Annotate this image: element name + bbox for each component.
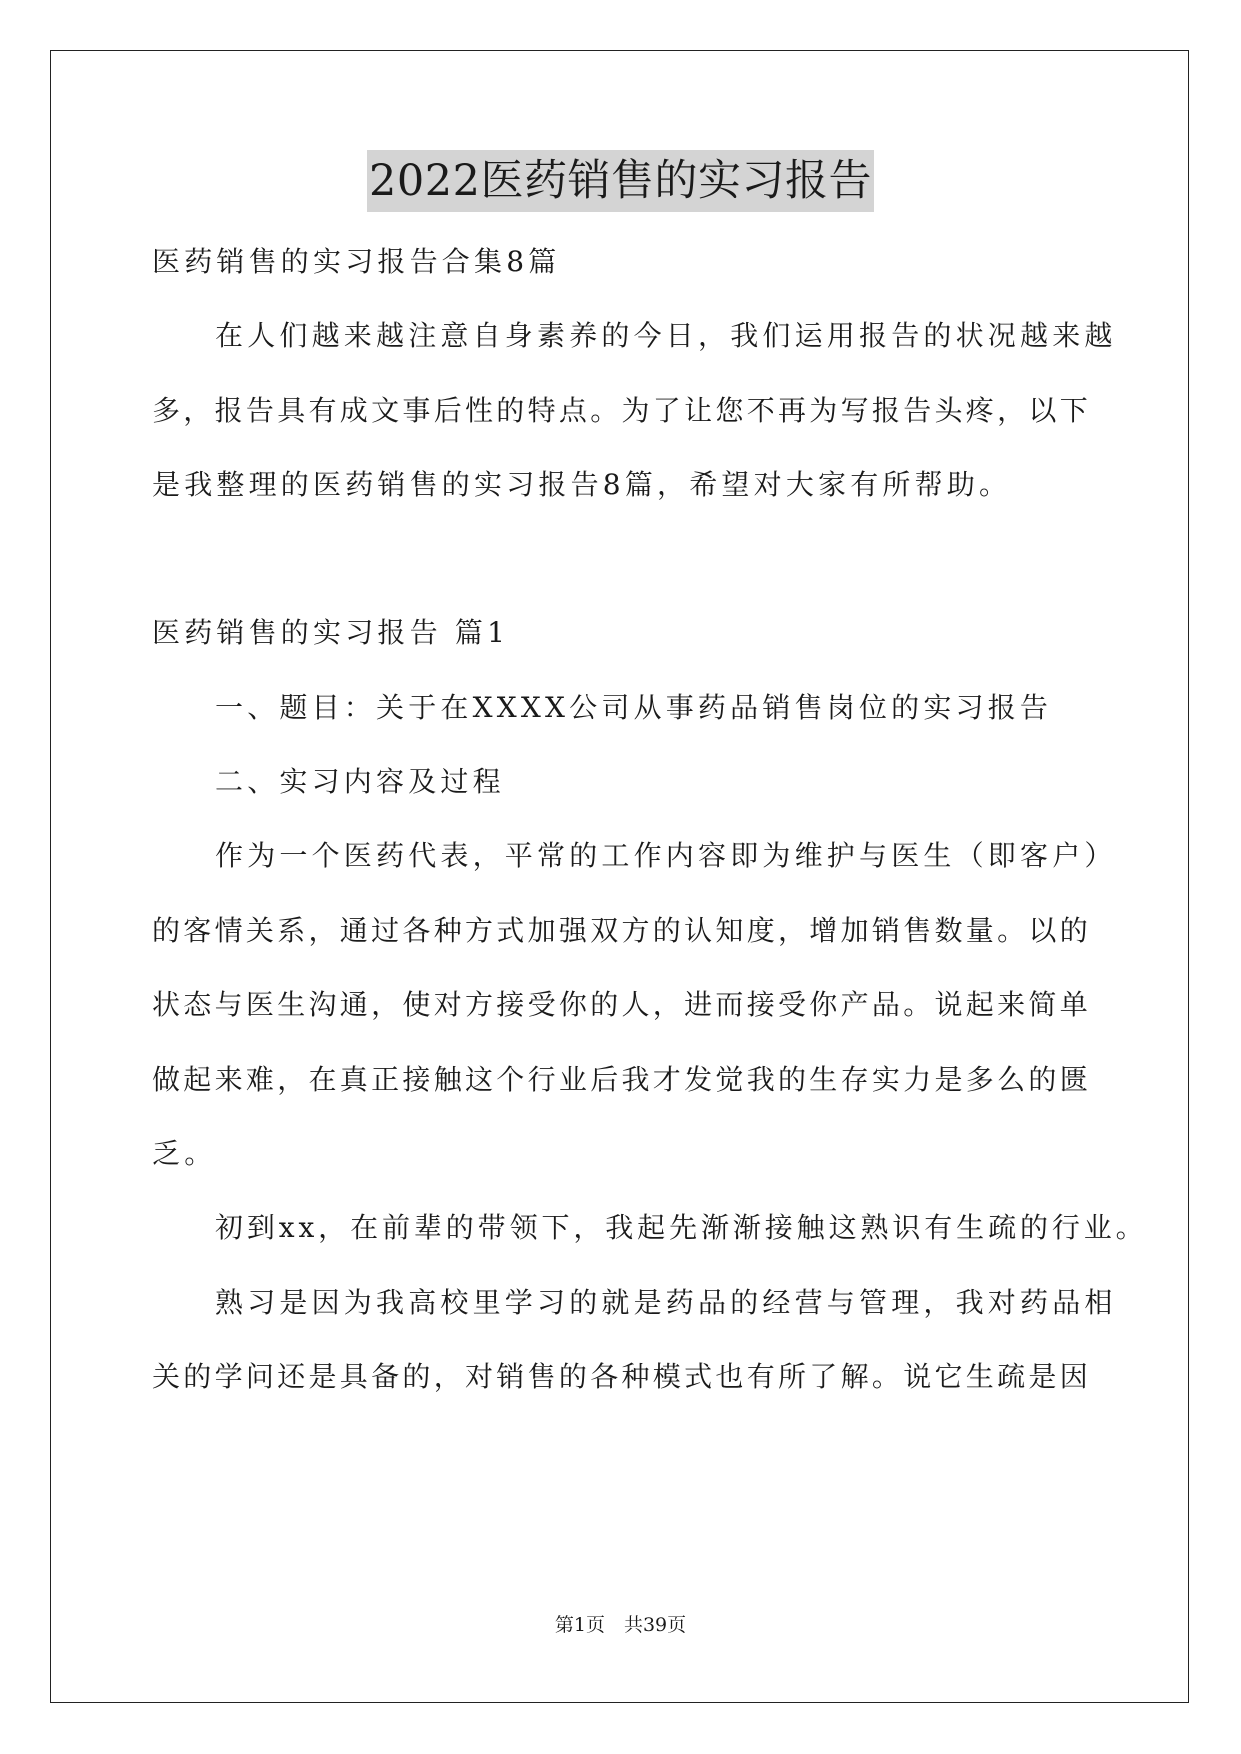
- body-paragraph-line: 做起来难，在真正接触这个行业后我才发觉我的生存实力是多么的匮: [152, 1063, 1092, 1096]
- intro-paragraph-line: 在人们越来越注意自身素养的今日，我们运用报告的状况越来越: [215, 319, 1117, 352]
- body-paragraph-line: 的客情关系，通过各种方式加强双方的认知度，增加销售数量。以的: [152, 914, 1092, 947]
- page-border: [50, 50, 1189, 1703]
- section-heading: 医药销售的实习报告 篇1: [152, 616, 510, 649]
- intro-paragraph-line: 是我整理的医药销售的实习报告8篇，希望对大家有所帮助。: [152, 468, 1012, 501]
- body-paragraph-line: 状态与医生沟通，使对方接受你的人，进而接受你产品。说起来简单: [152, 988, 1092, 1021]
- document-title-text: 2022医药销售的实习报告: [367, 150, 874, 212]
- document-title: [0, 150, 1241, 212]
- body-paragraph-line: 熟习是因为我高校里学习的就是药品的经营与管理，我对药品相: [215, 1286, 1117, 1319]
- body-paragraph-line: 乏。: [152, 1137, 217, 1170]
- page-number-footer: 第1页 共39页: [554, 1614, 687, 1636]
- body-paragraph-line: 初到xx，在前辈的带领下，我起先渐渐接触这熟识有生疏的行业。: [215, 1211, 1148, 1244]
- body-paragraph-line: 一、题目：关于在XXXX公司从事药品销售岗位的实习报告: [215, 691, 1053, 724]
- body-paragraph-line: 二、实习内容及过程: [215, 765, 505, 798]
- collection-subtitle: 医药销售的实习报告合集8篇: [152, 245, 561, 278]
- body-paragraph-line: 作为一个医药代表，平常的工作内容即为维护与医生（即客户）: [215, 839, 1117, 872]
- intro-paragraph-line: 多，报告具有成文事后性的特点。为了让您不再为写报告头疼，以下: [152, 394, 1092, 427]
- body-paragraph-line: 关的学问还是具备的，对销售的各种模式也有所了解。说它生疏是因: [152, 1360, 1092, 1393]
